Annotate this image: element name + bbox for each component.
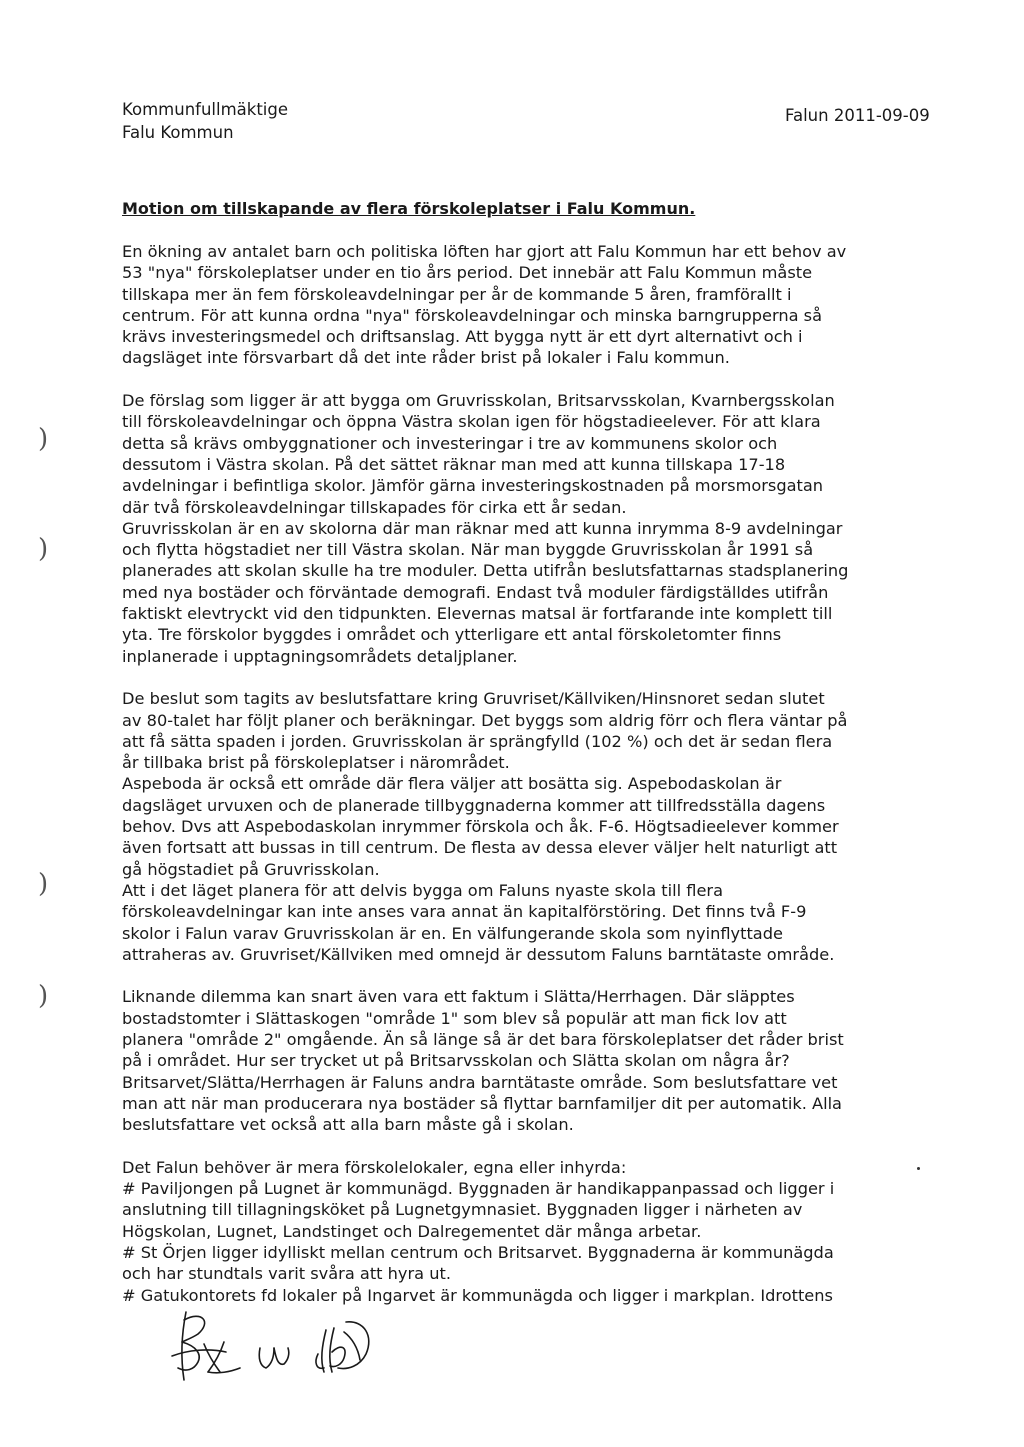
handwritten-signature-icon [168,1302,378,1387]
paragraph [122,688,912,965]
text-line: # Paviljongen på Lugnet är kommunägd. Byggnaden är handikappanpassad och ligger i [122,1179,835,1199]
text-line: centrum. För att kunna ordna "nya" förskoleavdelningar och minska barngrupperna så [122,305,823,325]
text-line: behov. Dvs att Aspebodaskolan inrymmer förskola och åk. F-6. Högtsadieelever kommer [122,817,839,837]
text-line: detta så krävs ombyggnationer och investeringar i tre av kommunens skolor och [122,433,778,453]
text-line: yta. Tre förskolor byggdes i området och ytterligare ett antal förskoletomter finns [122,625,782,645]
text-line: En ökning av antalet barn och politiska löften har gjort att Falu Kommun har ett behov av [122,242,847,261]
text-line: Liknande dilemma kan snart även vara ett faktum i Slätta/Herrhagen. Där släpptes [122,987,795,1007]
text-line: Gruvrisskolan är en av skolorna där man räknar med att kunna inrymma 8-9 avdelningar [122,518,843,538]
text-line: anslutning till tillagningsköket på Lugnetgymnasiet. Byggnaden ligger i närheten av [122,1200,803,1220]
text-line: år tillbaka brist på förskoleplatser i närområdet. [122,753,510,773]
text-line: attraheras av. Gruvriset/Källviken med omnejd är dessutom Faluns barntätaste område. [122,944,835,964]
text-line: på i området. Hur ser trycket ut på Britsarvsskolan och Slätta skolan om några år? [122,1051,790,1071]
paragraph [122,1157,912,1306]
text-line: avdelningar i befintliga skolor. Jämför gärna investeringskostnaden på morsmorsgatan [122,476,824,496]
text-line: skolor i Falun varav Gruvrisskolan är en. En välfungerande skola som nyinflyttade [122,923,783,943]
paragraph [122,390,912,667]
margin-bracket-mark: ) [38,424,49,454]
text-line: 53 "nya" förskoleplatser under en tio års period. Det innebär att Falu Kommun måste [122,263,813,283]
text-line: planerades att skolan skulle ha tre moduler. Detta utifrån beslutsfattarnas stadsplanering [122,561,849,581]
text-line: där två förskoleavdelningar tillskapades för cirka ett år sedan. [122,497,627,517]
text-line: dagsläget urvuxen och de planerade tillbyggnaderna kommer att tillfredsställa dagens [122,795,826,815]
text-line: man att när man producerara nya bostäder så flyttar barnfamiljer dit per automatik. Alla [122,1093,842,1113]
text-line: beslutsfattare vet också att alla barn måste gå i skolan. [122,1115,574,1135]
text-line: dagsläget inte försvarbart då det inte råder brist på lokaler i Falu kommun. [122,348,730,368]
text-line: med nya bostäder och förväntade demografi. Endast två moduler färdigställdes utifrån [122,582,829,602]
text-line: De förslag som ligger är att bygga om Gruvrisskolan, Britsarvsskolan, Kvarnbergsskolan [122,391,835,411]
text-line: planera "område 2" omgående. Än så länge så är det bara förskoleplatser det råder brist [122,1029,844,1049]
text-line: # Gatukontorets fd lokaler på Ingarvet är kommunägda och ligger i markplan. Idrottens [122,1285,833,1305]
text-line: och har stundtals varit svåra att hyra ut. [122,1264,451,1284]
text-line: dessutom i Västra skolan. På det sättet räknar man med att kunna tillskapa 17-18 [122,454,786,474]
stray-dot-mark [917,1167,920,1170]
text-line: tillskapa mer än fem förskoleavdelningar per år de kommande 5 åren, framförallt i [122,284,792,304]
text-line: av 80-talet har följt planer och beräkningar. Det byggs som aldrig förr och flera väntar på [122,710,848,730]
text-line: inplanerade i upptagningsområdets detaljplaner. [122,646,518,666]
text-line: Det Falun behöver är mera förskolelokaler, egna eller inhyrda: [122,1157,627,1177]
text-line: gå högstadiet på Gruvrisskolan. [122,859,380,879]
text-line: att få sätta spaden i jorden. Gruvrisskolan är sprängfylld (102 %) och det är sedan flera [122,731,833,751]
recipient-line-1: Kommunfullmäktige [122,100,289,119]
text-line: förskoleavdelningar kan inte anses vara annat än kapitalförstöring. Det finns två F-9 [122,902,807,922]
margin-bracket-mark: ) [38,534,49,564]
margin-bracket-mark: ) [38,981,49,1011]
header-place-date: Falun 2011-09-09 [785,106,930,125]
header-recipient [122,98,288,144]
document-body [122,241,912,1306]
text-line: bostadstomter i Slättaskogen "område 1" som blev så populär att man fick lov att [122,1008,787,1028]
paragraph [122,986,912,1135]
recipient-line-2: Falu Kommun [122,123,234,142]
margin-bracket-mark: ) [38,869,49,899]
document-title: Motion om tillskapande av flera förskoleplatser i Falu Kommun. [122,199,696,218]
text-line: faktiskt elevtryckt vid den tidpunkten. Elevernas matsal är fortfarande inte komplett till [122,604,833,624]
text-line: # St Örjen ligger idylliskt mellan centrum och Britsarvet. Byggnaderna är kommunägda [122,1242,834,1262]
text-line: krävs investeringsmedel och driftsanslag. Att bygga nytt är ett dyrt alternativt och i [122,327,803,347]
text-line: Aspeboda är också ett område där flera väljer att bosätta sig. Aspebodaskolan är [122,774,782,794]
text-line: De beslut som tagits av beslutsfattare kring Gruvriset/Källviken/Hinsnoret sedan slutet [122,689,825,709]
text-line: även fortsatt att bussas in till centrum. De flesta av dessa elever väljer helt naturligt att [122,838,838,858]
text-line: Britsarvet/Slätta/Herrhagen är Faluns andra barntätaste område. Som beslutsfattare vet [122,1072,838,1092]
text-line: till förskoleavdelningar och öppna Västra skolan igen för högstadieelever. För att klara [122,412,821,432]
paragraph [122,241,912,369]
text-line: Högskolan, Lugnet, Landstinget och Dalregementet där många arbetar. [122,1221,702,1241]
text-line: och flytta högstadiet ner till Västra skolan. När man byggde Gruvrisskolan år 1991 så [122,540,814,560]
text-line: Att i det läget planera för att delvis bygga om Faluns nyaste skola till flera [122,880,724,900]
